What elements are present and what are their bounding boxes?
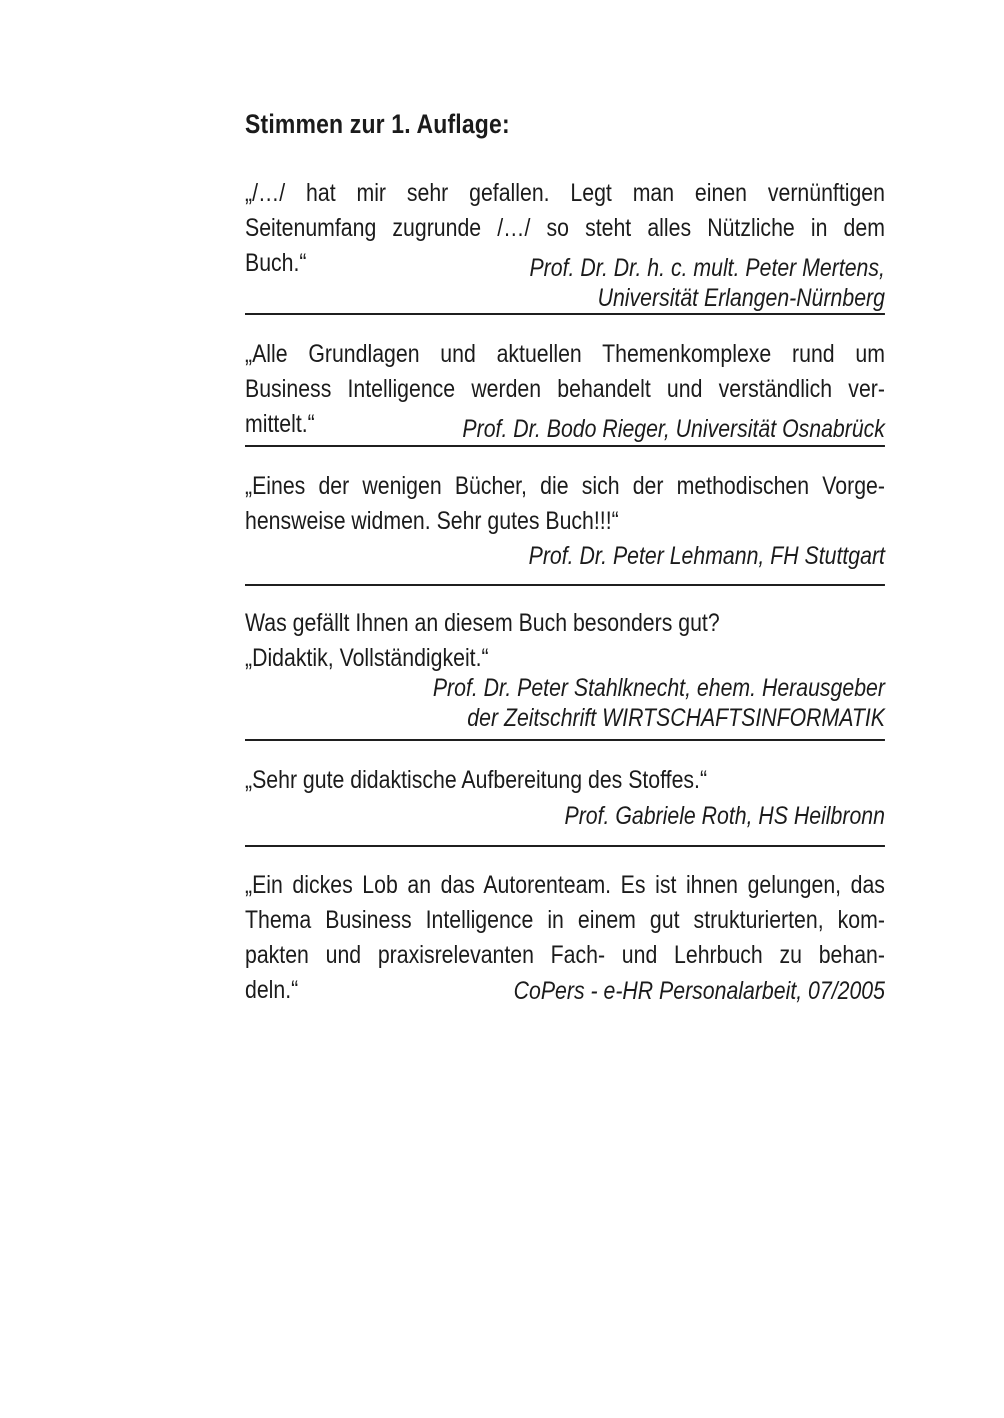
quote-text: „/…/ hat mir sehr gefallen. Legt man einen vernünftigen Seitenumfang zugrunde /…/ so steht alles Nützliche in dem Buch.“ xyxy=(245,179,885,277)
testimonial-copers xyxy=(245,868,885,1006)
section-divider xyxy=(245,313,885,315)
testimonial-lehmann xyxy=(245,469,885,571)
testimonial-stahlknecht xyxy=(245,606,885,733)
page-heading: Stimmen zur 1. Auflage: xyxy=(245,109,510,139)
quote-attribution: Prof. Dr. Peter Stahlknecht, ehem. Herausgeber der Zeitschrift WIRTSCHAFTSINFORMATIK xyxy=(432,674,885,732)
quote-text: „Ein dickes Lob an das Autorenteam. Es ist ihnen gelungen, das Thema Business Intelligence in einem gut strukturierten, kom- pakten und praxisrelevanten Fach- und Lehrbuch zu behan- deln.“ xyxy=(245,871,885,1004)
quote-text: „Eines der wenigen Bücher, die sich der methodischen Vorge- hensweise widmen. Sehr gutes Buch!!!“ xyxy=(245,472,885,535)
quote-text: „Alle Grundlagen und aktuellen Themenkomplexe rund um Business Intelligence werden behandelt und verständlich ver- mittelt.“ xyxy=(245,340,885,438)
section-divider xyxy=(245,845,885,847)
quote-attribution: Prof. Dr. Peter Lehmann, FH Stuttgart xyxy=(528,542,885,570)
section-divider xyxy=(245,584,885,586)
text-column xyxy=(245,110,885,1006)
section-divider xyxy=(245,445,885,447)
quote-attribution: Prof. Dr. Bodo Rieger, Universität Osnabrück xyxy=(462,415,885,443)
section-divider xyxy=(245,739,885,741)
quote-attribution: Prof. Dr. Dr. h. c. mult. Peter Mertens, Universität Erlangen-Nürnberg xyxy=(529,254,885,312)
testimonial-mertens xyxy=(245,176,885,313)
testimonial-roth xyxy=(245,763,885,831)
quote-attribution: CoPers - e-HR Personalarbeit, 07/2005 xyxy=(513,977,885,1005)
quote-text: „Sehr gute didaktische Aufbereitung des Stoffes.“ xyxy=(245,766,708,794)
quote-attribution: Prof. Gabriele Roth, HS Heilbronn xyxy=(564,802,885,830)
testimonial-rieger xyxy=(245,337,885,444)
quote-text: Was gefällt Ihnen an diesem Buch besonders gut? „Didaktik, Vollständigkeit.“ xyxy=(245,609,720,672)
